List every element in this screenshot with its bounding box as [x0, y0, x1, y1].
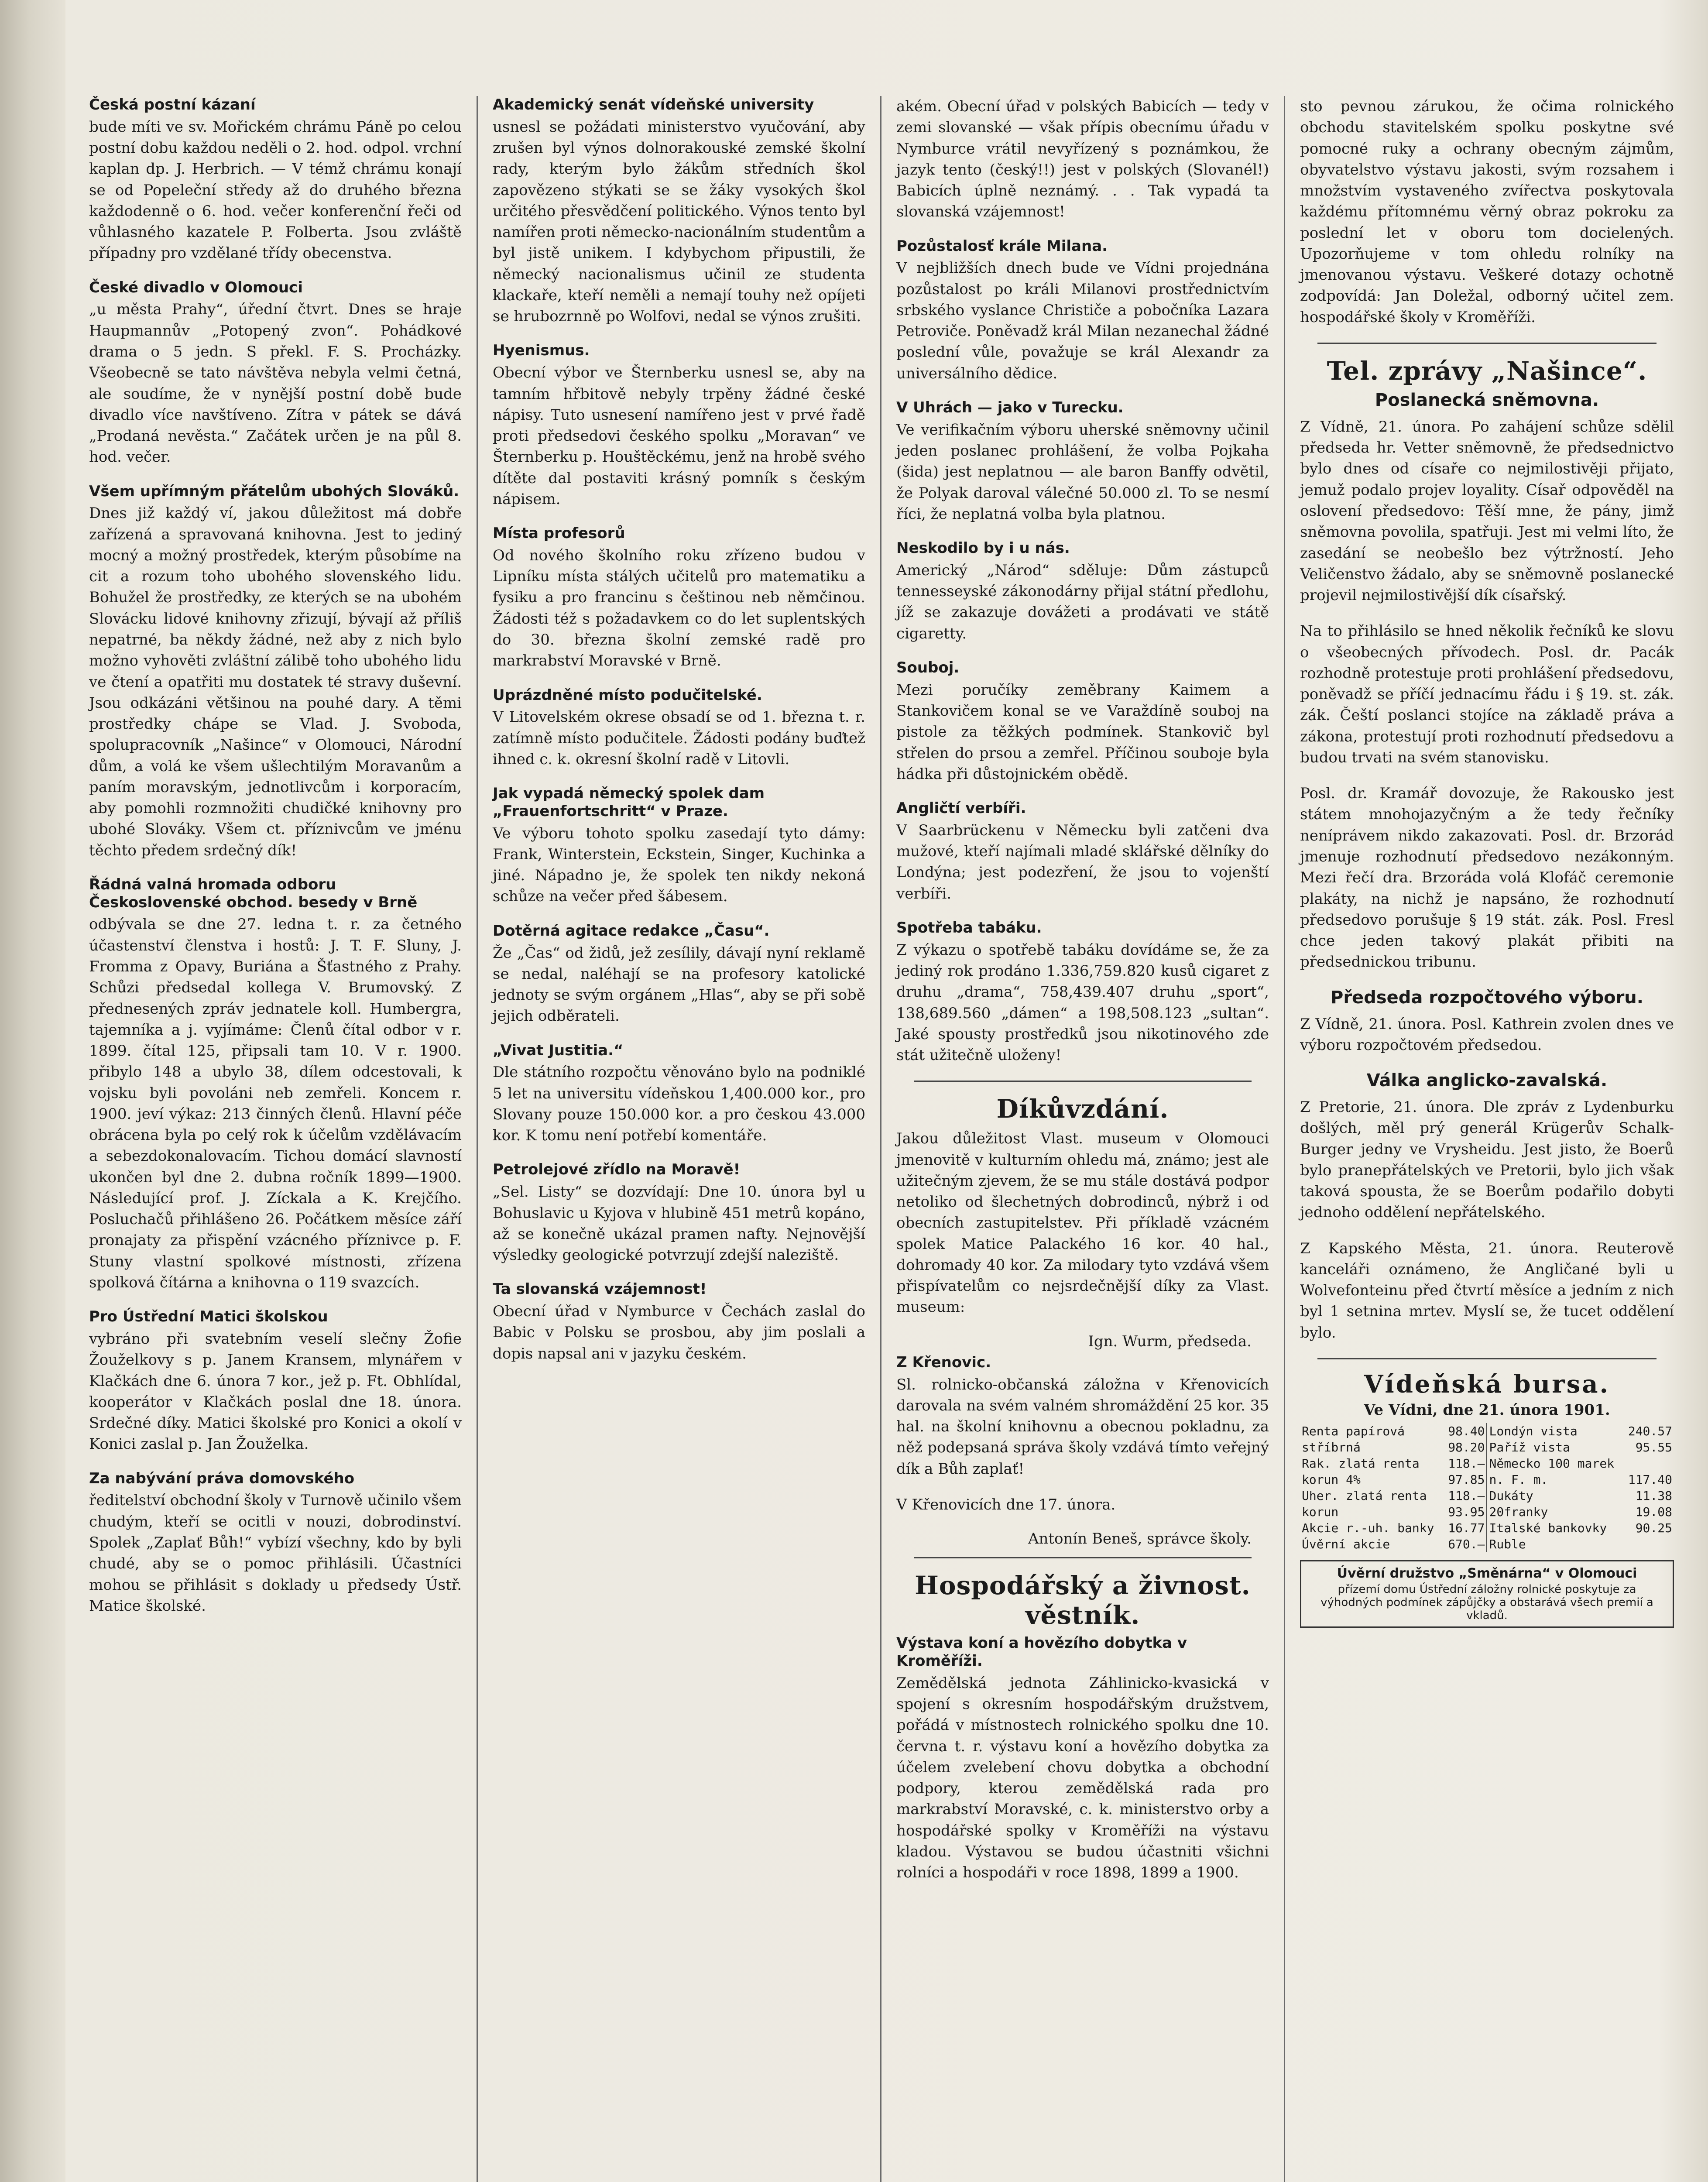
section-rule	[1317, 1358, 1657, 1359]
article-body: vybráno při svatebním veselí slečny Žofie Žouželkovy s p. Janem Kransem, mlynářem v Klačkách dne 6. února 7 kor., jež p. Ft. Obhlídal, kooperátor v Klačkách poslal dne 18. února. Srdečné díky. Matici školské pro Konici a okolí v Konici zaslal p. Jan Žouželka.	[89, 1330, 462, 1453]
market-cell: Německo 100 marek	[1487, 1455, 1623, 1472]
newspaper-columns	[74, 96, 1689, 2182]
market-cell: korun 4%	[1302, 1472, 1361, 1487]
market-cell	[1623, 1455, 1674, 1472]
market-cell: 97.85	[1448, 1472, 1485, 1487]
market-cell: Akcie r.-uh. banky	[1302, 1521, 1434, 1536]
column-4	[1285, 96, 1689, 2182]
advertisement-text: přízemí domu Ústřední záložny rolnické poskytuje za výhodných podmínek zápůjčky a obstarává všech premií a vkladů.	[1320, 1583, 1653, 1623]
article	[1300, 783, 1674, 972]
article	[493, 1042, 865, 1146]
market-cell: 95.55	[1635, 1440, 1672, 1455]
article-body: Obecní úřad v Nymburce v Čechách zaslal do Babic v Polsku se prosbou, aby jim poslali a dopis napsal ani v jazyku českém.	[493, 1303, 865, 1362]
article-body: V Litovelském okrese obsadí se od 1. března t. r. zatímně místo podučitele. Žádosti podány buďtež ihned c. k. okresní školní radě v Litovli.	[493, 708, 865, 768]
market-table	[1300, 1423, 1674, 1552]
market-cell: 670.—	[1448, 1537, 1485, 1552]
market-cell: 118.—	[1448, 1489, 1485, 1503]
column-3	[881, 96, 1285, 2182]
market-cell: Renta papírová	[1302, 1424, 1405, 1439]
article	[1300, 621, 1674, 768]
article	[89, 483, 462, 861]
article-body: Z výkazu o spotřebě tabáku dovídáme se, že za jediný rok prodáno 1.336,759.820 kusů cigaret z druhu „drama“, 758,439.407 druhu „sport“, 138,689.560 „dámen“ a 198,508.123 „sultan“. Jaké spousty prostředků jsou nikotinového zde stát užitečně uloženy!	[896, 941, 1269, 1064]
market-cell: 117.40	[1628, 1472, 1672, 1487]
article-body: Z Vídně, 21. února. Posl. Kathrein zvolen dnes ve výboru rozpočtovém předsedou.	[1300, 1015, 1674, 1054]
article-headline: Souboj.	[896, 659, 960, 676]
market-cell: stříbrná	[1302, 1440, 1361, 1455]
article	[493, 686, 865, 770]
market-cell: n. F. m.	[1487, 1472, 1623, 1488]
article	[896, 799, 1269, 904]
article-body: Dle státního rozpočtu věnováno bylo na podniklé 5 let na universitu vídeňskou 1,400.000 kor., pro Slovany pouze 150.000 kor. a pro českou 43.000 kor. K tomu není potřebí komentáře.	[493, 1064, 865, 1145]
section-rule	[914, 1557, 1252, 1558]
article-body: Jakou důležitost Vlast. museum v Olomouci jmenovitě v kulturním ohledu má, známo; jest ale užitečným zjevem, že se mu stále dostává podpor netoliko od šlechetných dobrodinců, nýbrž i od obecních zastupitelstev. Při příkladě vzácném spolek Matice Palackého 16 kor. 40 hal., dohromady 40 kor. Za milodary tyto vzdává všem přispívatelům co nejsrdečnější díky za Vlast. museum:	[896, 1130, 1269, 1316]
article	[493, 96, 865, 327]
market-cell: 93.95	[1448, 1505, 1485, 1520]
article-headline: Česká postní kázaní	[89, 96, 256, 113]
advertisement-box	[1300, 1560, 1674, 1628]
article-body: Mezi poručíky zeměbrany Kaimem a Stankovičem konal se ve Varaždíně souboj na pistole za těžkých podmínek. Stankovič byl střelen do prsou a zemřel. Příčinou souboje byla hádka při důstojnickém obědě.	[896, 681, 1269, 783]
article-body: Zemědělská jednota Záhlinicko-kvasická v spojení s okresním hospodářským družstvem, pořádá v místnostech rolnického spolku dne 10. června t. r. výstavu koní a hovězího dobytka za účelem zvelebení chovu dobytka a obchodní podpory, kterou zemědělská rada pro markrabství Moravské, c. k. ministerstvo orby a hospodářské spolky v Kroměříži na výstavu kladou. Výstavou se budou účastniti všichni rolníci a hospodáři v roce 1898, 1899 a 1900.	[896, 1674, 1269, 1882]
article-headline: Řádná valná hromada odboru Československé obchod. besedy v Brně	[89, 875, 418, 911]
article	[493, 525, 865, 671]
market-cell: 98.40	[1448, 1424, 1485, 1439]
article	[1300, 96, 1674, 328]
market-cell: Úvěrní akcie	[1302, 1537, 1390, 1552]
article	[896, 1354, 1269, 1479]
article	[89, 1308, 462, 1455]
article-headline: Petrolejové zřídlo na Moravě!	[493, 1161, 741, 1179]
article-body: „u města Prahy“, úřední čtvrt. Dnes se hraje Haupmannův „Potopený zvon“. Pohádkové drama o 5 jedn. S překl. F. S. Procházky. Všeobecně se tato návštěva nebyla velmi četná, ale soudíme, že v nynější postní době bude divadlo více navštíveno. Zítra v pátek se dává „Prodaná nevěsta.“ Začátek určen je na půl 8. hod. večer.	[89, 301, 462, 466]
article-body: Posl. dr. Kramář dovozuje, že Rakousko jest státem mnohojazyčným a že tedy řečníky neníprávem nikdo zakazovati. Posl. dr. Brzorád jmenuje rozhodnutí předsedovo nezákonným. Mezi řečí dra. Brzoráda volá Klofáč ceremonie plakáty, na nichž je napsáno, že rozhodnutí předsedovo porušuje § 19 stát. zák. Posl. Fresl chce jeden takový plakát přibiti na předsednickou tribunu.	[1300, 785, 1674, 971]
market-row	[1300, 1488, 1674, 1504]
signature: Antonín Beneš, správce školy.	[1028, 1530, 1252, 1548]
article	[493, 1161, 865, 1266]
article	[493, 342, 865, 510]
market-cell: 20franky	[1487, 1504, 1623, 1520]
article	[1300, 1014, 1674, 1056]
article-body: Od nového školního roku zřízeno budou v Lipníku místa stálých učitelů pro matematiku a fysiku a pro francinu s češtinou neb němčinou. Žádosti též s požadavkem co do let suplentských do 30. března školní zemské radě pro markrabství Moravské v Brně.	[493, 546, 865, 670]
article-headline: Uprázdněné místo podučitelské.	[493, 686, 762, 704]
article-headline: České divadlo v Olomouci	[89, 278, 303, 296]
market-cell: Dukáty	[1487, 1488, 1623, 1504]
article-body: Na to přihlásilo se hned několik řečníků ke slovu o všeobecných přívodech. Posl. dr. Pacák rozhodně protestuje proti prohlášení předsedovu, poněvadž se příčí jednacímu řádu i § 19. st. zák. zák. Čeští poslanci stojíce na základě práva a zákona, protestují proti rozhodnutí předsedovu a budou trvati na svém stanovisku.	[1300, 622, 1674, 766]
article-headline: Dotěrná agitace redakce „Času“.	[493, 922, 770, 940]
article	[1300, 1238, 1674, 1343]
article	[896, 237, 1269, 384]
article-body: Že „Čas“ od židů, jež zesílily, dávají nyní reklamě se nedal, naléhají se na profesory katolické jednoty se svým orgánem „Hlas“, aby se při sobě jejich odběrateli.	[493, 944, 865, 1025]
article-body: Ve verifikačním výboru uherské sněmovny učinil jeden poslanec prohlášení, že volba Pojkaha (šida) jest neplatnou — ale baron Banffy odvětil, že Polyak daroval válečné 50.000 zl. To se nesmí říci, že neplatná volba byla platnou.	[896, 421, 1269, 523]
article	[1300, 416, 1674, 606]
section-rule	[1317, 343, 1657, 344]
article-body: akém. Obecní úřad v polských Babicích — tedy v zemi slovanské — však přípis obecnímu úřadu v Nymburce vrátil nevyřízený s poznámkou, že jazyk tento (český!!) jest v polských (Slovanél!) Babicích úplně neznámý. . . Tak vypadá ta slovanská vzájemnost!	[896, 98, 1269, 221]
article	[896, 1494, 1269, 1515]
article	[89, 876, 462, 1293]
article	[89, 1470, 462, 1616]
market-row	[1300, 1423, 1674, 1439]
article-body: odbývala se dne 27. ledna t. r. za četného účastenství členstva i hostů: J. T. F. Sluny, J. Fromma z Opavy, Buriána a Šťastného z Prahy. Schůzi předsedal kollega V. Brumovský. Z přednesených zpráv jednatele koll. Humbergra, tajemníka a j. vyjímáme: Členů čítal odbor v r. 1899. čítal 125, připsali tam 10. V r. 1900. přibylo 148 a ubylo 38, dílem odcestovali, k vojsku byli povoláni neb zemřeli. Koncem r. 1900. jeví výkaz: 213 činných členů. Hlavní péče obrácena byla po celý rok k účelům vzdělávacím a sebezdokonalovacím. Tichou domácí slavností ukončen byl dne 2. dubna ročník 1899—1900. Následující prof. J. Zíckala a K. Krejčího. Posluchačů přihlášeno 26. Počátkem měsíce září pronajaty za přispění vzácného příznivce p. F. Stuny vlastní spolkové místnosti, zřízena spolková čítárna a knihovna o 119 svazcích.	[89, 916, 462, 1291]
article	[1300, 1097, 1674, 1223]
article-headline: Ta slovanská vzájemnost!	[493, 1280, 707, 1298]
market-cell: korun	[1302, 1505, 1339, 1520]
section-heading: Hospodářský a živnost. věstník.	[915, 1571, 1251, 1630]
article-body: Dnes již každý ví, jakou důležitost má dobře zařízená a spravovaná knihovna. Jest to jediný mocný a možný prostředek, kterým působíme na cit a rozum toho ubohého slovenského lidu. Bohužel že prostředky, ze kterých se na ubohém Slovácku lidové knihovny zřizují, bývají až příliš nepatrné, ba někdy žádné, než aby z nich bylo možno vyhověti zvláštní zálibě toho ubohého lidu ve čtení a opatřiti mu dostatek té stravy duševní. Jsou odkázáni většinou na pouhé dary. A těmi prostředky chápe se Vlad. J. Svoboda, spolupracovník „Našince“ v Olomouci, Národní dům, a volá ke všem ušlechtilým Moravanům a paním moravským, jednotlivcům i korporacím, aby pomohli rozmnožiti chudičké knihovny pro ubohé Slováky. Všem ct. příznivcům ve jménu těchto předem srdečný dík!	[89, 504, 462, 859]
article-headline: „Vivat Justitia.“	[493, 1041, 624, 1059]
article-headline: Spotřeba tabáku.	[896, 919, 1042, 937]
article	[896, 1634, 1269, 1883]
market-date: Ve Vídni, dne 21. února 1901.	[1364, 1401, 1610, 1419]
article	[896, 399, 1269, 525]
article-headline: Za nabývání práva domovského	[89, 1469, 355, 1487]
article-body: V nejbližších dnech bude ve Vídni projednána pozůstalost po králi Milanovi prostřednictvím srbského vyslance Christiče a pobočníka Lazara Petroviče. Poněvadž král Milan nezanechal žádné poslední vůle, považuje se král Alexandr za universálního dědice.	[896, 259, 1269, 382]
page-binding-edge	[0, 0, 65, 2182]
signature: Ign. Wurm, předseda.	[1088, 1332, 1252, 1350]
market-cell: 90.25	[1635, 1521, 1672, 1536]
article-body: ředitelství obchodní školy v Turnově učinilo všem chudým, kteří se ocitli v nouzi, dobrodinství. Spolek „Zaplať Bůh!“ vybízí všechny, kdo by byli chudé, aby se o pomoc přihlásili. Účastníci mohou se přihlásit s doklady u předsedy Ústř. Matice školské.	[89, 1492, 462, 1615]
article-body: Z Pretorie, 21. února. Dle zpráv z Lydenburku došlých, měl prý generál Krügerův Schalk-Burger jedny ve Vrysheidu. Jest jisto, že Boerů bylo pranepřátelských ve Pretorii, bylo jich však taková spousta, že se Boerům podařilo dobyti jednoho oddělení nepřátelského.	[1300, 1098, 1674, 1221]
article-headline: Jak vypadá německý spolek dam „Frauenfortschritt“ v Praze.	[493, 785, 765, 820]
market-row	[1300, 1472, 1674, 1488]
article-body: Americký „Národ“ sděluje: Dům zástupců tennesseyské zákonodárny přijal státní předlohu, jíž se zakazuje dovážeti a prodávati ve státě cigaretty.	[896, 561, 1269, 642]
article	[493, 1280, 865, 1364]
subsection-heading: Předseda rozpočtového výboru.	[1331, 987, 1643, 1008]
article	[89, 279, 462, 468]
article	[896, 659, 1269, 785]
article-body: Sl. rolnicko-občanská záložna v Křenovicích darovala na svém valném shromáždění 25 kor. 35 hal. na školní knihovnu a obecnou pokladnu, za něž podepsaná správa školy vzdává tímto veřejný dík a Bůh zaplať!	[896, 1376, 1269, 1478]
article-headline: Pro Ústřední Matici školskou	[89, 1308, 328, 1326]
article-headline: Z Křenovic.	[896, 1353, 991, 1371]
article-headline: Místa profesorů	[493, 525, 625, 542]
article-headline: Pozůstalosť krále Milana.	[896, 237, 1108, 255]
section-heading: Tel. zprávy „Našince“.	[1327, 356, 1647, 386]
article-body: Z Kapského Města, 21. února. Reuterově kanceláři oznámeno, že Angličané byli u Wolvefonteinu před čtvrtí měsíce a jedním z nich byl 1 setnina mrtev. Myslí se, že tucet oddělení bylo.	[1300, 1239, 1674, 1341]
section-heading: Díkůvzdání.	[996, 1094, 1169, 1124]
article-body: V Saarbrückenu v Německu byli zatčeni dva mužové, kteří najímali mladé sklářské dělníky do Londýna; jest podezření, že jsou to vojenští verbíři.	[896, 821, 1269, 902]
article-body: usnesl se požádati ministerstvo vyučování, aby zrušen byl výnos dolnorakouské zemské školní rady, kterým bylo žákům středních škol zapovězeno stýkati se se žáky vysokých škol určitého přesvědčení politického. Výnos tento byl namířen proti německo-nacionálním studentům a byl jistě unikem. I kdybychom připustili, že německý nacionalismus učinil ze studenta klackaře, kteří neměli a nemají touhy než opíjeti se hrubozrnně po Wolfovi, nedal se výnos zrušiti.	[493, 118, 865, 326]
market-cell: Paříž vista	[1487, 1439, 1623, 1455]
column-2	[478, 96, 881, 2182]
market-cell: 11.38	[1635, 1489, 1672, 1503]
market-cell: 118.—	[1448, 1456, 1485, 1471]
market-cell: 19.08	[1635, 1505, 1672, 1520]
article-headline: Angličtí verbíři.	[896, 799, 1026, 817]
market-cell: Uher. zlatá renta	[1302, 1489, 1427, 1503]
market-cell: Londýn vista	[1487, 1423, 1623, 1439]
article-body: „Sel. Listy“ se dozvídají: Dne 10. února byl u Bohuslavic u Kyjova v hlubině 451 metrů kopáno, až se konečně ukázal pramen nafty. Nejnovější výsledky geologické potvrzují zdejší naleziště.	[493, 1183, 865, 1264]
article	[896, 919, 1269, 1066]
market-row	[1300, 1504, 1674, 1520]
article-body: Obecní výbor ve Šternberku usnesl se, aby na tamním hřbitově nebyly trpěny žádné české nápisy. Tuto usnesení namířeno jest v prvé řadě proti předsedovi českého spolku „Moravan“ ve Šternberku p. Houštěckému, jenž na hrobě svého dítěte dal postaviti krásný pomník s českým nápisem.	[493, 364, 865, 508]
article-body: sto pevnou zárukou, že očima rolnického obchodu stavitelském spolku poskytne své pomocné ruky a ochrany obecným zájmům, obyvatelstvo výstavu jakosti, svým rozsahem i množstvím vystaveného zvířectva poskytovala každému přítomnému věrný obraz pokroku za poslední let v oboru tom docielených. Upozorňujeme v tom ohledu rolníky na jmenovanou výstavu. Veškeré dotazy ochotně zodpovídá: Jan Doležal, odborný učitel zem. hospodářské školy v Kroměříži.	[1300, 98, 1674, 326]
article-headline: Neskodilo by i u nás.	[896, 539, 1070, 557]
article-headline: Všem upřímným přátelům ubohých Slováků.	[89, 482, 460, 500]
article-headline: Hyenismus.	[493, 342, 590, 360]
market-cell: Ruble	[1487, 1536, 1623, 1552]
article	[493, 922, 865, 1027]
market-cell: 98.20	[1448, 1440, 1485, 1455]
market-cell: 16.77	[1448, 1521, 1485, 1536]
article-body: V Křenovicích dne 17. února.	[896, 1496, 1116, 1513]
market-row	[1300, 1439, 1674, 1455]
market-cell: 240.57	[1628, 1424, 1672, 1439]
section-rule	[914, 1081, 1252, 1082]
article-headline: Výstava koní a hovězího dobytka v Kroměříži.	[896, 1634, 1187, 1670]
article	[89, 96, 462, 264]
advertisement-title: Úvěrní družstvo „Směnárna“ v Olomouci	[1337, 1566, 1637, 1582]
subsection-heading: Válka anglicko-zavalská.	[1366, 1070, 1608, 1091]
market-row	[1300, 1536, 1674, 1552]
market-cell	[1623, 1536, 1674, 1552]
market-cell: Rak. zlatá renta	[1302, 1456, 1420, 1471]
article	[896, 96, 1269, 223]
article	[493, 785, 865, 907]
subsection-heading: Poslanecká sněmovna.	[1375, 390, 1599, 410]
article-headline: V Uhrách — jako v Turecku.	[896, 398, 1124, 416]
article-headline: Akademický senát vídeňské university	[493, 96, 814, 113]
market-title: Vídeňská bursa.	[1364, 1370, 1610, 1399]
column-1	[74, 96, 478, 2182]
article-body: Z Vídně, 21. února. Po zahájení schůze sdělil předseda hr. Vetter sněmovně, že předsednictvo bylo dnes od císaře co nejmilostivěji přijato, jemuž podalo projev loyality. Císař odpověděl na oslovení předsedovo: Těší mne, že pány, jimž sněmovna povolila, spatřuji. Jest mi velmi líto, že zasedání se neobešlo bez výtržností. Jeho Veličenstvo žádalo, aby se sněmovně poslanecké projevil nejmilostivější dík císařský.	[1300, 418, 1674, 604]
article-body: Ve výboru tohoto spolku zasedají tyto dámy: Frank, Winterstein, Eckstein, Singer, Kuchinka a jiné. Nápadno je, že spolek ten nikdy nekoná schůze na večer před šábesem.	[493, 824, 865, 906]
article	[896, 539, 1269, 644]
article-body: bude míti ve sv. Mořickém chrámu Páně po celou postní dobu každou neděli o 2. hod. odpol. vrchní kaplan dp. J. Herbrich. — V témž chrámu konají se od Popeleční středy až do druhého března každodenně o 6. hod. večer konferenční řeči od vůhlasného kazatele P. Folberta. Jsou zvláště případny pro vzdělané třídy obecenstva.	[89, 118, 462, 262]
market-row	[1300, 1520, 1674, 1536]
market-cell: Italské bankovky	[1487, 1520, 1623, 1536]
market-row	[1300, 1455, 1674, 1472]
article	[896, 1128, 1269, 1317]
